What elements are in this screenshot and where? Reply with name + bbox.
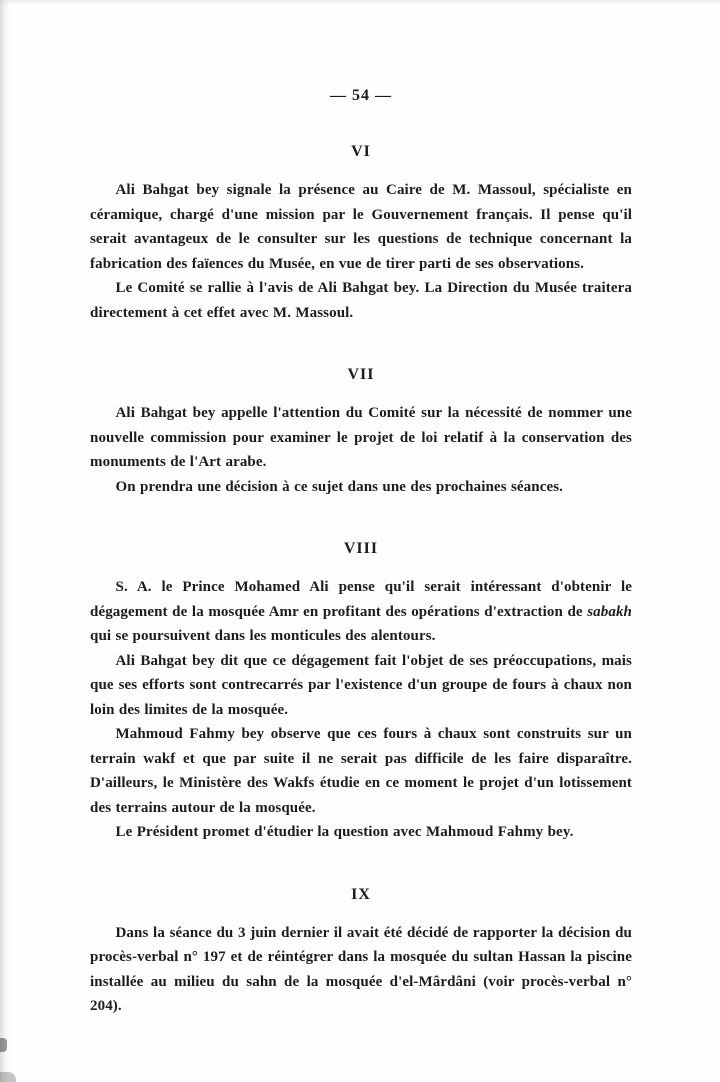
paragraph — [90, 178, 632, 276]
paragraph — [90, 921, 632, 1019]
section-VIII — [90, 539, 632, 845]
paragraph — [90, 722, 632, 820]
paragraph — [90, 276, 632, 325]
paragraph — [90, 649, 632, 723]
paragraph — [90, 475, 632, 500]
page-number: — 54 — — [330, 87, 392, 104]
text-run: Mahmoud Fahmy bey observe que ces fours à chaux sont construits sur un terrain wakf et que par suite il ne serait pas difficile de les faire disparaître. D'ailleurs, le Ministère des Wakfs étudie en ce moment le projet d'un lotissement des terrains autour de la mosquée. — [90, 726, 632, 816]
scan-corner-shadow — [0, 1072, 16, 1082]
section-VI — [90, 142, 632, 325]
sections — [90, 142, 632, 1019]
text-run: Dans la séance du 3 juin dernier il avait été décidé de rapporter la décision du procès-verbal n° 197 et de réintégrer dans la mosquée du sultan Hassan la piscine installée au milieu du sahn de la mosquée d'el-Mârdâni (voir procès-verbal n° 204). — [90, 924, 632, 1014]
section-heading: VI — [351, 143, 371, 160]
section-heading: IX — [351, 885, 371, 903]
paragraph — [90, 575, 632, 649]
text-run: qui se poursuivent dans les monticules des alentours. — [90, 628, 436, 644]
section-VII — [90, 365, 632, 499]
text-run: Ali Bahgat bey dit que ce dégagement fait l'objet de ses préoccupations, mais que ses efforts sont contrecarrés par l'existence d'un groupe de fours à chaux non loin des limites de la mosquée. — [90, 652, 632, 718]
section-IX — [90, 885, 632, 1019]
text-run: On prendra une décision à ce sujet dans une des prochaines séances. — [115, 478, 564, 495]
text-run: Le Président promet d'étudier la question avec Mahmoud Fahmy bey. — [115, 824, 574, 840]
text-run: Le Comité se rallie à l'avis de Ali Bahgat bey. La Direction du Musée traitera directement à cet effet avec M. Massoul. — [90, 280, 632, 321]
text-run: Ali Bahgat bey appelle l'attention du Comité sur la nécessité de nommer une nouvelle commission pour examiner le projet de loi relatif à la conservation des monuments de l'Art arabe. — [90, 405, 632, 470]
paragraph — [90, 401, 632, 475]
italic-term: sabakh — [587, 603, 632, 620]
paragraph — [90, 820, 632, 845]
text-run: S. A. le Prince Mohamed Ali pense qu'il serait intéressant d'obtenir le dégagement de la mosquée Amr en profitant des opérations d'extraction de — [90, 579, 632, 620]
scan-edge-mark — [0, 1038, 7, 1052]
section-heading: VIII — [343, 540, 379, 557]
section-heading: VII — [347, 366, 375, 383]
text-run: Ali Bahgat bey signale la présence au Caire de M. Massoul, spécialiste en céramique, chargé d'une mission par le Gouvernement français. Il pense qu'il serait avantageux de le consulter sur les questions de technique concernant la fabrication des faïences du Musée, en vue de tirer parti de ses observations. — [90, 182, 632, 272]
